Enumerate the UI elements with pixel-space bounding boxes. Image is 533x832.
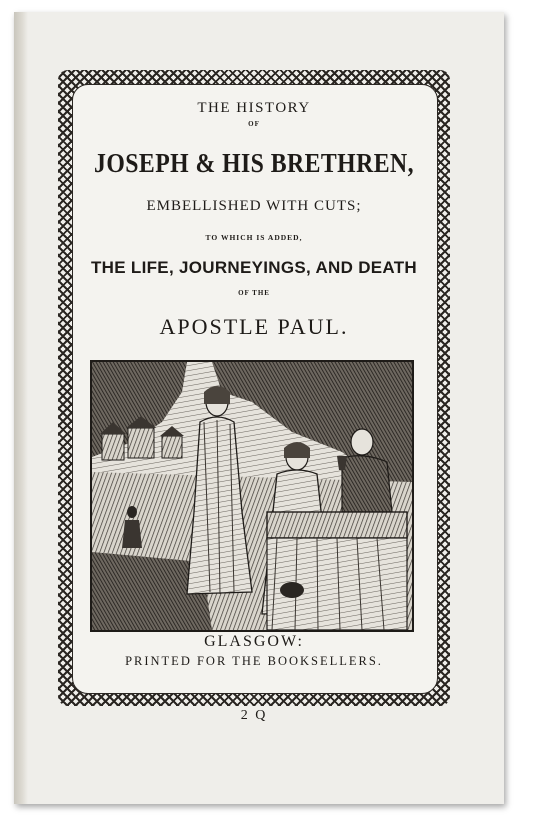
second-title: THE LIFE, JOURNEYINGS, AND DEATH	[90, 258, 417, 277]
imprint-place: GLASGOW:	[204, 633, 304, 650]
title-line-of: OF	[248, 120, 260, 128]
woodcut-scene-icon	[92, 362, 412, 630]
imprint-printer: PRINTED FOR THE BOOKSELLERS.	[125, 654, 383, 668]
main-title: JOSEPH & HIS BRETHREN,	[94, 148, 414, 178]
subtitle-embellished: EMBELLISHED WITH CUTS;	[146, 198, 362, 214]
title-line-to-which-is-added: TO WHICH IS ADDED,	[205, 233, 303, 242]
title-line-of-the: OF THE	[238, 289, 270, 297]
title-line-the-history: THE HISTORY	[197, 100, 311, 116]
woodcut-illustration	[90, 360, 414, 632]
signature-mark: 2 Q	[240, 708, 268, 723]
apostle-paul-title: APOSTLE PAUL.	[159, 314, 349, 339]
book-spine-edge	[14, 12, 28, 804]
